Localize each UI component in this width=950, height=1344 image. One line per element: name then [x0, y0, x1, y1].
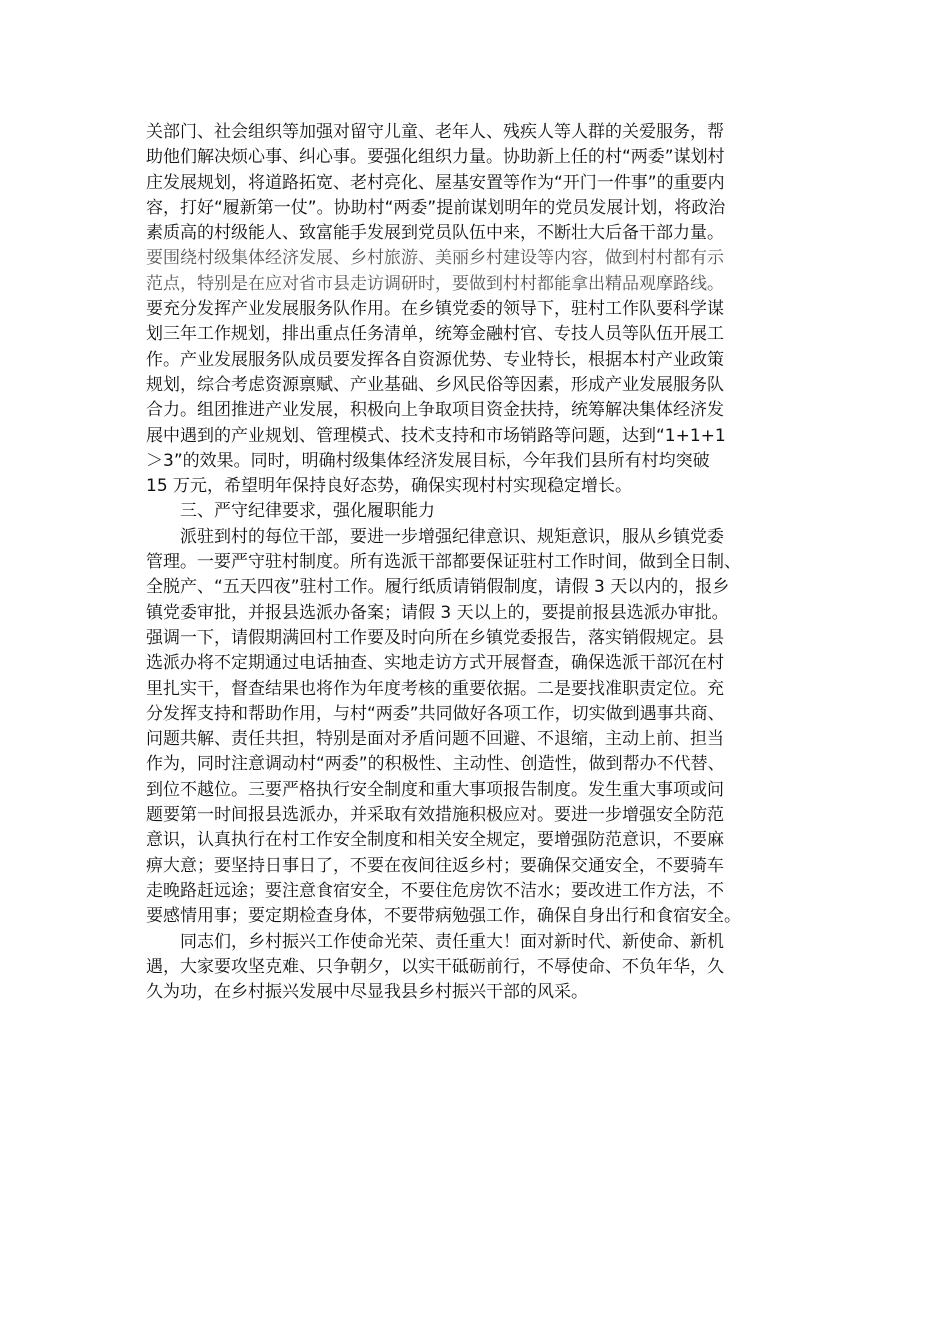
text-line: 关部门、社会组织等加强对留守儿童、老年人、残疾人等人群的关爱服务，帮 — [146, 122, 724, 142]
text-line: 题要第一时间报县选派办，并采取有效措施积极应对。要进一步增强安全防范 — [146, 805, 724, 826]
paragraph-closing — [146, 930, 806, 1006]
text-line: 合力。组团推进产业发展，积极向上争取项目资金扶持，统筹解决集体经济发 — [146, 400, 724, 421]
text-line: 镇党委审批，并报县选派办备案；请假 3 天以上的，要提前报县选派办审批。 — [146, 602, 729, 623]
text-line: 久为功，在乡村振兴发展中尽显我县乡村振兴干部的风采。 — [146, 982, 588, 1003]
text-line: 遇，大家要攻坚克难、只争朝夕，以实干砥砺前行，不辱使命、不负年华，久 — [146, 956, 724, 977]
text-line: 要围绕村级集体经济发展、乡村旅游、美丽乡村建设等内容，做到村村都有示 — [146, 248, 724, 269]
text-line: 划三年工作规划，排出重点任务清单，统筹金融村官、专技人员等队伍开展工 — [146, 324, 724, 345]
text-line: 庄发展规划，将道路拓宽、老村亮化、屋基安置等作为“开门一件事”的重要内 — [146, 172, 725, 193]
text-line: 到位不越位。三要严格执行安全制度和重大事项报告制度。发生重大事项或问 — [146, 779, 724, 800]
paragraph-continued — [146, 120, 806, 246]
text-line: 问题共解、责任共担，特别是面对矛盾问题不回避、不退缩，主动上前、担当 — [146, 729, 724, 750]
text-line: ＞3”的效果。同时，明确村级集体经济发展目标，今年我们县所有村均突破 — [146, 450, 710, 471]
text-line: 痹大意；要坚持日事日了，不要在夜间往返乡村；要确保交通安全，不要骑车 — [146, 855, 724, 876]
text-line: 强调一下，请假期满回村工作要及时向所在乡镇党委报告，落实销假规定。县 — [146, 627, 724, 648]
paragraph-discipline — [146, 525, 806, 930]
text-line: 要感情用事；要定期检查身体，不要带病勉强工作，确保自身出行和食宿安全。 — [146, 906, 741, 927]
text-line: 选派办将不定期通过电话抽查、实地走访方式开展督查，确保选派干部沉在村 — [146, 653, 724, 674]
text-line: 里扎实干，督查结果也将作为年度考核的重要依据。二是要找准职责定位。充 — [146, 678, 724, 699]
text-line: 素质高的村级能人、致富能手发展到党员队伍中来，不断壮大后备干部力量。 — [146, 223, 724, 244]
text-line: 同志们，乡村振兴工作使命光荣、责任重大！面对新时代、新使命、新机 — [180, 931, 724, 952]
text-line: 派驻到村的每位干部，要进一步增强纪律意识、规矩意识，服从乡镇党委 — [180, 526, 724, 547]
text-line: 容，打好“履新第一仗”。协助村“两委”提前谋划明年的党员发展计划，将政治 — [146, 197, 726, 218]
heading-text: 三、严守纪律要求，强化履职能力 — [180, 501, 435, 522]
text-line: 助他们解决烦心事、纠心事。要强化组织力量。协助新上任的村“两委”谋划村 — [146, 147, 725, 168]
text-line: 走晚路赶远途；要注意食宿安全，不要住危房饮不洁水；要改进工作方法，不 — [146, 880, 724, 901]
text-line: 分发挥支持和帮助作用，与村“两委”共同做好各项工作，切实做到遇事共商、 — [146, 703, 725, 724]
text-line: 意识，认真执行在村工作安全制度和相关安全规定，要增强防范意识，不要麻 — [146, 830, 724, 851]
text-line: 规划，综合考虑资源禀赋、产业基础、乡风民俗等因素，形成产业发展服务队 — [146, 374, 724, 395]
section-heading — [146, 499, 806, 524]
text-line: 作。产业发展服务队成员要发挥各自资源优势、专业特长，根据本村产业政策 — [146, 349, 724, 370]
text-line: 作为，同时注意调动村“两委”的积极性、主动性、创造性，做到帮办不代替、 — [146, 754, 725, 775]
paragraph-industry — [146, 297, 806, 499]
text-line: 展中遇到的产业规划、管理模式、技术支持和市场销路等问题，达到“1+1+1 — [146, 425, 726, 446]
text-line: 管理。一要严守驻村制度。所有选派干部都要保证驻村工作时间，做到全日制、 — [146, 552, 741, 573]
body-text — [146, 120, 806, 1005]
text-line: 范点，特别是在应对省市县走访调研时，要做到村村都能拿出精品观摩路线。 — [146, 273, 724, 294]
text-line: 15 万元，希望明年保持良好态势，确保实现村村实现稳定增长。 — [146, 476, 633, 497]
paragraph-faded — [146, 246, 806, 297]
text-line: 全脱产、“五天四夜”驻村工作。履行纸质请销假制度，请假 3 天以内的，报乡 — [146, 577, 730, 598]
text-line: 要充分发挥产业发展服务队作用。在乡镇党委的领导下，驻村工作队要科学谋 — [146, 299, 724, 320]
